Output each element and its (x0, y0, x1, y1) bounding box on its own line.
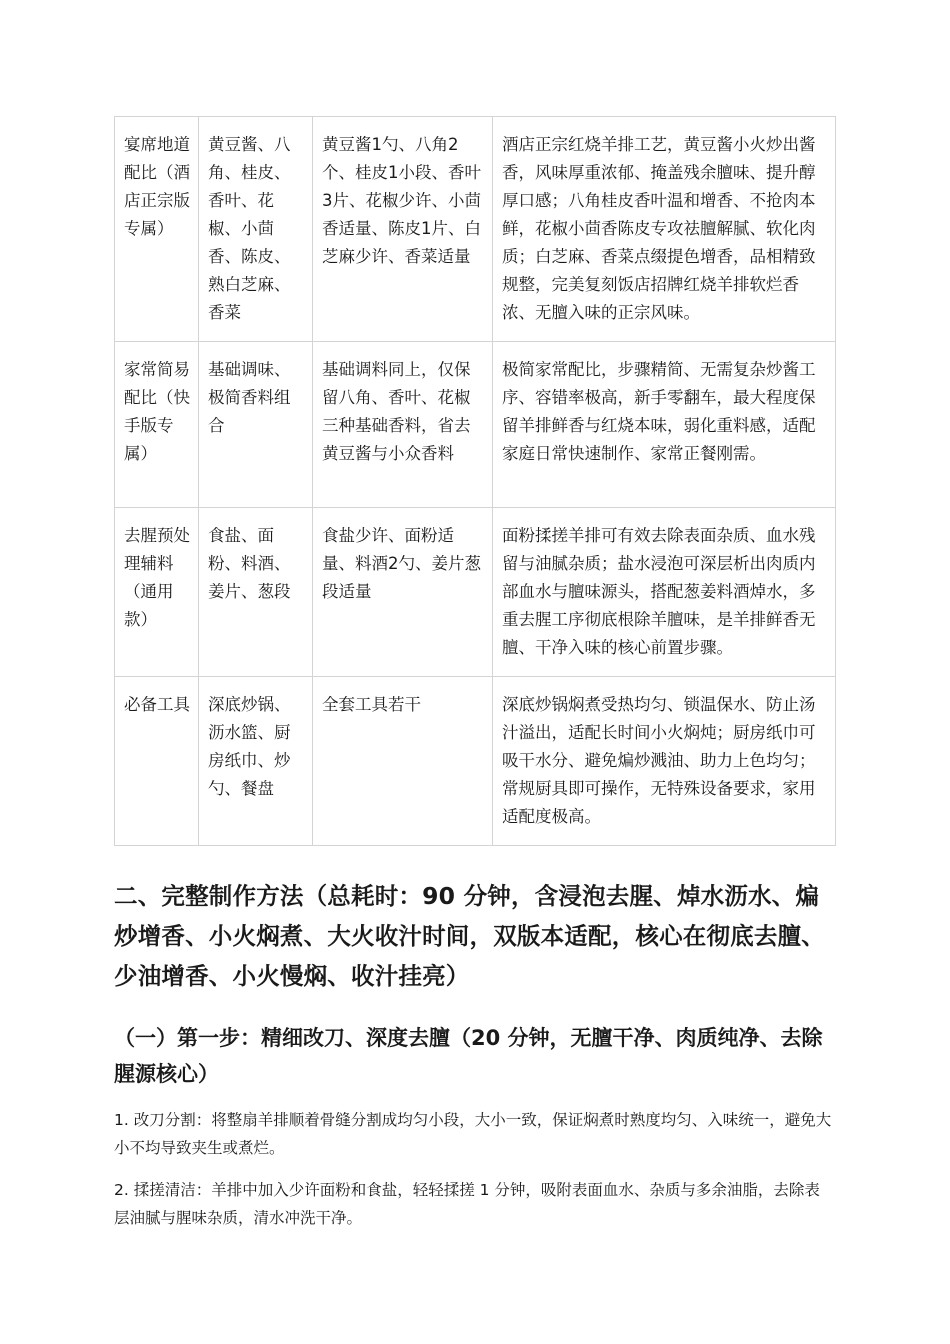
ingredient-table (114, 116, 836, 846)
table-cell-ingredients: 基础调味、极简香料组合 (199, 342, 313, 508)
table-cell-amount: 黄豆酱1勺、八角2个、桂皮1小段、香叶3片、花椒少许、小茴香适量、陈皮1片、白芝麻少许、香菜适量 (313, 117, 493, 342)
table-cell-effect: 极简家常配比，步骤精简、无需复杂炒酱工序、容错率极高，新手零翻车，最大程度保留羊排鲜香与红烧本味，弱化重料感，适配家庭日常快速制作、家常正餐刚需。 (493, 342, 836, 508)
table-cell-category: 必备工具 (115, 677, 199, 846)
step-item: 1. 改刀分割：将整扇羊排顺着骨缝分割成均匀小段，大小一致，保证焖煮时熟度均匀、入味统一，避免大小不均导致夹生或煮烂。 (114, 1111, 832, 1157)
table-cell-amount: 全套工具若干 (313, 677, 493, 846)
table-cell-category: 家常简易配比（快手版专属） (115, 342, 199, 508)
table-row (115, 342, 836, 508)
table-cell-ingredients: 深底炒锅、沥水篮、厨房纸巾、炒勺、餐盘 (199, 677, 313, 846)
table-row (115, 508, 836, 677)
table-cell-effect: 面粉揉搓羊排可有效去除表面杂质、血水残留与油腻杂质；盐水浸泡可深层析出肉质内部血水与膻味源头，搭配葱姜料酒焯水，多重去腥工序彻底根除羊膻味，是羊排鲜香无膻、干净入味的核心前置步骤。 (493, 508, 836, 677)
table-row (115, 677, 836, 846)
table-cell-ingredients: 黄豆酱、八角、桂皮、香叶、花椒、小茴香、陈皮、熟白芝麻、香菜 (199, 117, 313, 342)
document-page (114, 116, 835, 1232)
table-cell-amount: 基础调料同上，仅保留八角、香叶、花椒三种基础香料，省去黄豆酱与小众香料 (313, 342, 493, 508)
table-row (115, 117, 836, 342)
table-cell-effect: 酒店正宗红烧羊排工艺，黄豆酱小火炒出酱香，风味厚重浓郁、掩盖残余膻味、提升醇厚口感；八角桂皮香叶温和增香、不抢肉本鲜，花椒小茴香陈皮专攻祛膻解腻、软化肉质；白芝麻、香菜点缀提色增香，品相精致规整，完美复刻饭店招牌红烧羊排软烂香浓、无膻入味的正宗风味。 (493, 117, 836, 342)
table-cell-effect: 深底炒锅焖煮受热均匀、锁温保水、防止汤汁溢出，适配长时间小火焖炖；厨房纸巾可吸干水分、避免煸炒溅油、助力上色均匀；常规厨具即可操作，无特殊设备要求，家用适配度极高。 (493, 677, 836, 846)
step-heading: （一）第一步：精细改刀、深度去膻（20 分钟，无膻干净、肉质纯净、去除腥源核心） (114, 1026, 823, 1086)
table-cell-amount: 食盐少许、面粉适量、料酒2勺、姜片葱段适量 (313, 508, 493, 677)
table-cell-ingredients: 食盐、面粉、料酒、姜片、葱段 (199, 508, 313, 677)
table-cell-category: 宴席地道配比（酒店正宗版专属） (115, 117, 199, 342)
section-heading: 二、完整制作方法（总耗时：90 分钟，含浸泡去腥、焯水沥水、煸炒增香、小火焖煮、大火收汁时间，双版本适配，核心在彻底去膻、少油增香、小火慢焖、收汁挂亮） (114, 882, 825, 990)
step-item: 2. 揉搓清洁：羊排中加入少许面粉和食盐，轻轻揉搓 1 分钟，吸附表面血水、杂质与多余油脂，去除表层油腻与腥味杂质，清水冲洗干净。 (114, 1181, 820, 1227)
table-cell-category: 去腥预处理辅料（通用款） (115, 508, 199, 677)
